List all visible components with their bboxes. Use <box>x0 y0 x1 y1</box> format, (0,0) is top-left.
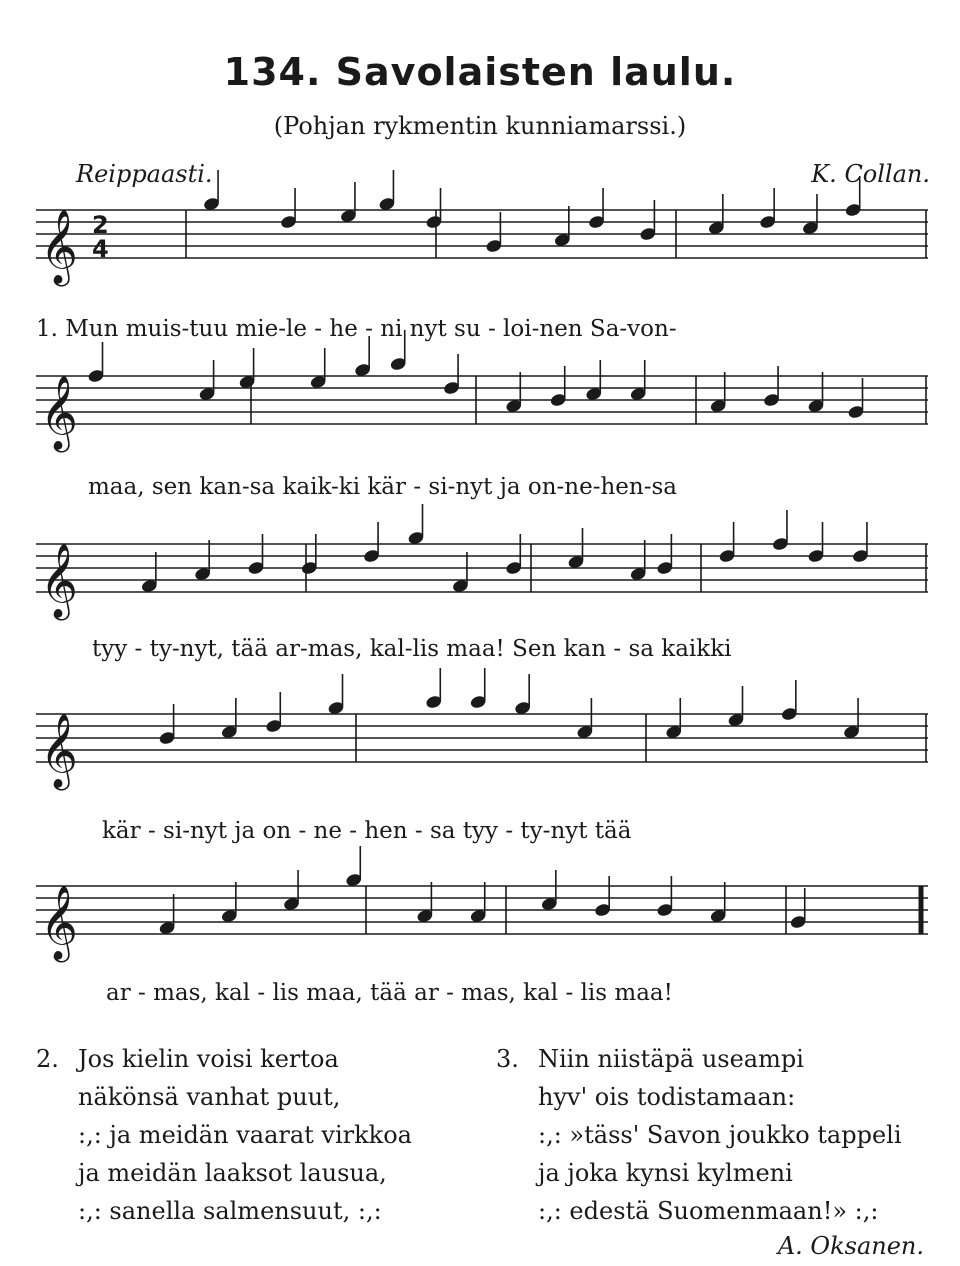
music-system-4 <box>36 700 932 844</box>
verse-3-line-3: :,: »täss' Savon joukko tappeli <box>538 1121 902 1149</box>
staff-3 <box>36 530 932 650</box>
music-system-1 <box>36 196 932 342</box>
verse-3 <box>496 1040 902 1230</box>
verse-3-line-1: Niin niistäpä useampi <box>538 1045 804 1073</box>
treble-clef-icon: 𝄞 <box>40 886 78 960</box>
verse-3-number: 3. <box>496 1045 519 1073</box>
lyrics-line-3: tyy - ty-nyt, tää ar-mas, kal-lis maa! Sen kan - sa kaikki <box>92 636 732 662</box>
song-subtitle: (Pohjan rykmentin kunniamarssi.) <box>273 112 687 140</box>
music-system-5 <box>36 872 932 1006</box>
staff-5 <box>36 872 932 992</box>
lyrics-line-4: kär - si-nyt ja on - ne - hen - sa tyy - ty-nyt tää <box>102 818 632 844</box>
lyrics-line-5: ar - mas, kal - lis maa, tää ar - mas, kal - lis maa! <box>106 980 673 1006</box>
lyrics-line-1: 1. Mun muis-tuu mie-le - he - ni nyt su - loi-nen Sa-von- <box>36 316 677 342</box>
verse-2-line-4: ja meidän laaksot lausua, <box>78 1159 387 1187</box>
time-signature-top: 2 <box>92 211 109 239</box>
treble-clef-icon: 𝄞 <box>40 544 78 618</box>
time-signature-bottom: 4 <box>92 235 109 263</box>
lyricist-name: A. Oksanen. <box>777 1232 924 1260</box>
composer-name: K. Collan. <box>811 160 930 188</box>
verse-2-line-5: :,: sanella salmensuut, :,: <box>78 1197 382 1225</box>
treble-clef-icon: 𝄞 <box>40 714 78 788</box>
song-title: 134. Savolaisten laulu. <box>223 50 737 94</box>
verse-2-line-2: näkönsä vanhat puut, <box>78 1083 341 1111</box>
music-system-3 <box>36 530 932 662</box>
staff-4 <box>36 700 932 820</box>
verse-2-line-1: Jos kielin voisi kertoa <box>78 1045 339 1073</box>
staff-2 <box>36 362 932 482</box>
treble-clef-icon: 𝄞 <box>40 376 78 450</box>
staff-1 <box>36 196 932 316</box>
music-system-2 <box>36 362 932 500</box>
verse-3-line-4: ja joka kynsi kylmeni <box>538 1159 793 1187</box>
tempo-marking: Reippaasti. <box>76 160 213 188</box>
treble-clef-icon: 𝄞 <box>40 210 78 284</box>
verse-2 <box>36 1040 412 1230</box>
verse-2-number: 2. <box>36 1045 59 1073</box>
verse-2-line-3: :,: ja meidän vaarat virkkoa <box>78 1121 412 1149</box>
lyrics-line-2: maa, sen kan-sa kaik-ki kär - si-nyt ja on-ne-hen-sa <box>88 474 678 500</box>
verse-3-line-2: hyv' ois todistamaan: <box>538 1083 796 1111</box>
verse-3-line-5: :,: edestä Suomenmaan!» :,: <box>538 1197 879 1225</box>
